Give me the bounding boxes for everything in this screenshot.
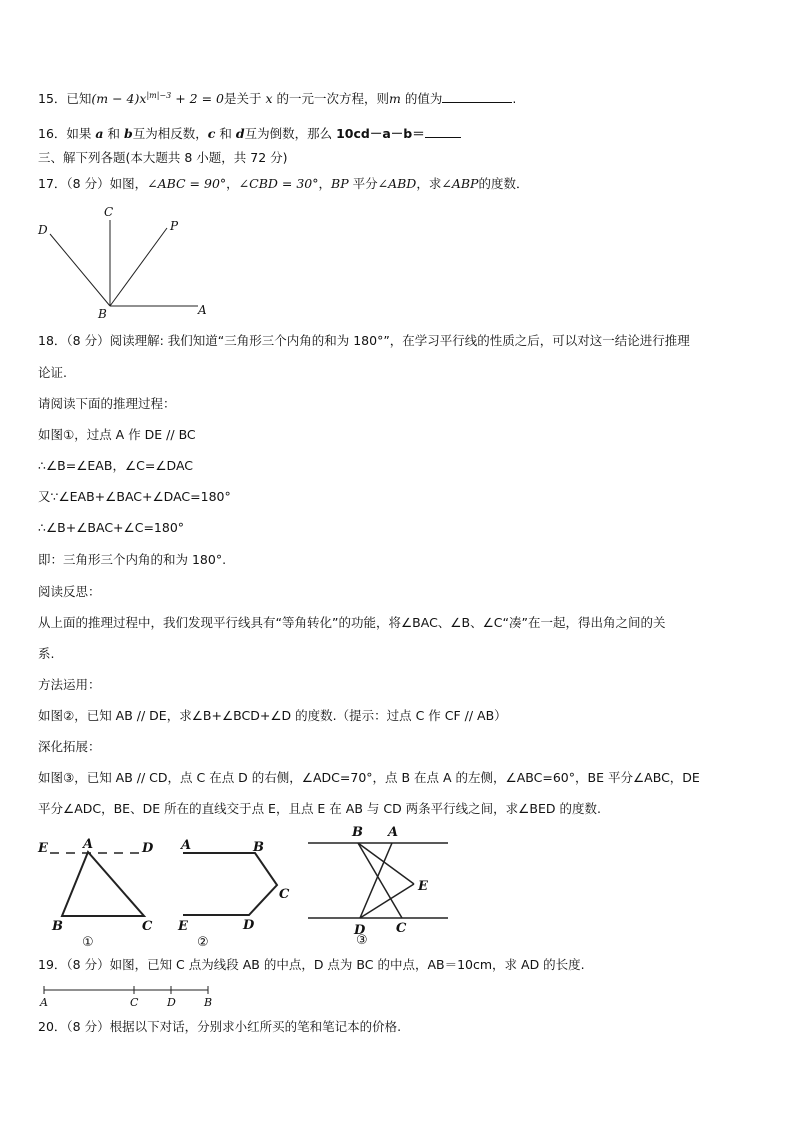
label-b: B bbox=[204, 996, 213, 1009]
question-20: 20．（8 分）根据以下对话，分别求小红所买的笔和笔记本的价格. bbox=[38, 1019, 402, 1034]
label-e: E bbox=[418, 879, 428, 894]
q18-figure-3 bbox=[300, 822, 460, 947]
ray-bd bbox=[50, 234, 110, 306]
label-c: C bbox=[104, 205, 114, 219]
q15-expression: (m − 4)x bbox=[91, 91, 147, 107]
label-d: D bbox=[38, 223, 48, 237]
label-d: D bbox=[243, 918, 255, 933]
question-17: 17．（8 分）如图，∠ABC = 90°，∠CBD = 30°，BP 平分∠ABD，求∠ABP的度数． bbox=[38, 176, 529, 191]
q18-figure-1 bbox=[36, 830, 166, 950]
label-d: D bbox=[354, 923, 366, 938]
segment-be bbox=[358, 843, 414, 884]
q18-deep-line1: 如图③，已知 AB // CD，点 C 在点 D 的右侧，∠ADC=70°，点 B 在点 A 的左侧，∠ABC=60°，BE 平分∠ABC，DE bbox=[38, 770, 700, 785]
question-15: 15．已知$(m - 4)x^{|m|-3} + 2 = 0$是关于 x 的一元一次方程，则m 的值为 . bbox=[38, 91, 517, 107]
label-a: A bbox=[181, 838, 192, 853]
q18-deep-title: 深化拓展： bbox=[38, 739, 101, 754]
q18-intro-line1: 18．（8 分）阅读理解: 我们知道“三角形三个内角的和为 180°”，在学习平行线的性质之后，可以对这一结论进行推理 bbox=[38, 333, 690, 348]
label-c: C bbox=[142, 919, 153, 934]
q18-step4: ∴∠B+∠BAC+∠C=180° bbox=[38, 520, 185, 535]
figure-number-2: ② bbox=[197, 935, 209, 950]
label-a: A bbox=[198, 303, 207, 317]
question-19: 19．（8 分）如图，已知 C 点为线段 AB 的中点，D 点为 BC 的中点，AB＝10cm，求 AD 的长度. bbox=[38, 957, 585, 972]
label-d: D bbox=[142, 841, 154, 856]
q18-method: 如图②，已知 AB // DE，求∠B+∠BCD+∠D 的度数.（提示：过点 C 作 CF // AB） bbox=[38, 708, 507, 723]
label-c: C bbox=[279, 887, 290, 902]
q18-method-title: 方法运用： bbox=[38, 677, 101, 692]
q18-reflect-line2: 系. bbox=[38, 646, 55, 661]
q16-expression: 10cd－a－b＝ bbox=[336, 126, 425, 141]
q18-step5: 即：三角形三个内角的和为 180°. bbox=[38, 552, 227, 567]
label-e: E bbox=[178, 919, 188, 934]
question-16: 16．如果 a 和 b互为相反数，c 和 d互为倒数，那么 10cd－a－b＝ bbox=[38, 126, 461, 142]
label-b: B bbox=[352, 825, 363, 840]
label-e: E bbox=[38, 841, 48, 856]
label-b: B bbox=[98, 307, 107, 321]
answer-blank[interactable] bbox=[425, 137, 461, 138]
q18-step3: 又∵∠EAB+∠BAC+∠DAC=180° bbox=[38, 489, 231, 504]
label-a: A bbox=[40, 996, 48, 1009]
label-c: C bbox=[130, 996, 139, 1009]
answer-blank[interactable] bbox=[442, 102, 512, 103]
q18-step2: ∴∠B=∠EAB，∠C=∠DAC bbox=[38, 458, 194, 473]
section-heading: 三、解下列各题(本大题共 8 小题，共 72 分) bbox=[38, 150, 288, 165]
q19-segment-figure bbox=[36, 984, 236, 1010]
label-a: A bbox=[83, 837, 94, 852]
triangle-abc bbox=[62, 852, 144, 916]
segment-de bbox=[360, 884, 414, 918]
path-abcde bbox=[183, 853, 277, 915]
label-d: D bbox=[167, 996, 176, 1009]
q18-step1: 如图①，过点 A 作 DE // BC bbox=[38, 427, 196, 442]
q18-reflect-line1: 从上面的推理过程中，我们发现平行线具有“等角转化”的功能，将∠BAC、∠B、∠C“凑”在一起，得出角之间的关 bbox=[38, 615, 666, 630]
q17-angle-figure bbox=[36, 204, 216, 319]
q18-read-heading: 请阅读下面的推理过程： bbox=[38, 396, 176, 411]
label-p: P bbox=[170, 219, 179, 233]
q15-exponent: |m|−3 bbox=[146, 91, 172, 100]
q18-reflect-title: 阅读反思： bbox=[38, 584, 101, 599]
figure-number-3: ③ bbox=[356, 933, 368, 948]
figure-number-1: ① bbox=[82, 935, 94, 950]
q18-figure-2 bbox=[175, 830, 305, 950]
label-a: A bbox=[388, 825, 399, 840]
ray-bp bbox=[110, 228, 167, 306]
label-b: B bbox=[253, 840, 264, 855]
q18-deep-line2: 平分∠ADC，BE、DE 所在的直线交于点 E，且点 E 在 AB 与 CD 两条平行线之间，求∠BED 的度数. bbox=[38, 801, 601, 816]
label-c: C bbox=[396, 921, 407, 936]
label-b: B bbox=[52, 919, 63, 934]
q18-intro-line2: 论证. bbox=[38, 365, 67, 380]
